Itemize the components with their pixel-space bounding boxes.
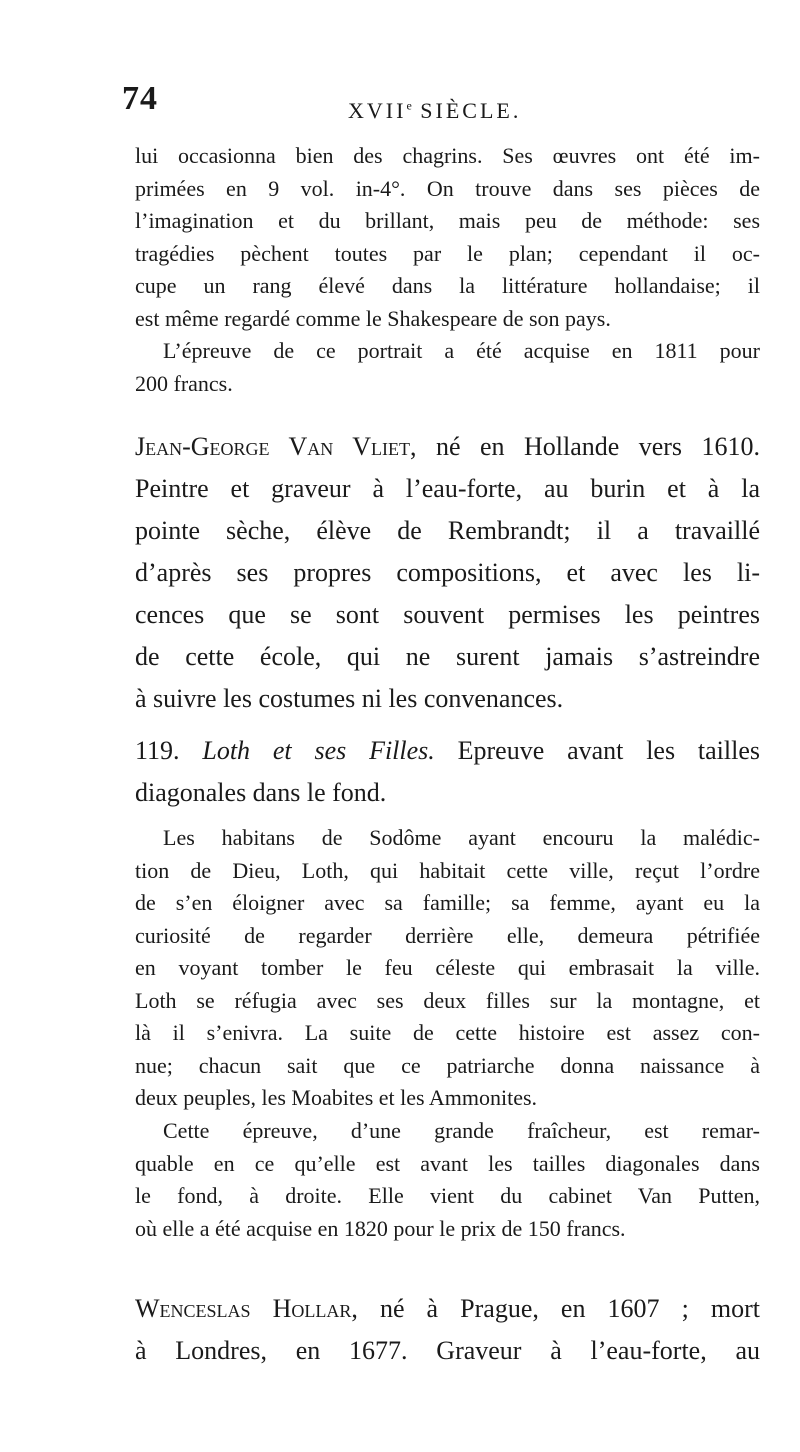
text-line: lui occasionna bien des chagrins. Ses œuvres ont été im- <box>135 143 760 168</box>
paragraph-portrait-acquisition <box>135 335 760 400</box>
century-roman: XVII <box>348 98 407 123</box>
text-line: nue; chacun sait que ce patriarche donna naissance à <box>135 1052 760 1078</box>
text-line: 200 francs. <box>135 370 233 396</box>
entry-number: 119. <box>135 736 180 765</box>
catalogue-entry-119 <box>135 730 760 814</box>
text-line: où elle a été acquise en 1820 pour le prix de 150 francs. <box>135 1215 626 1241</box>
text-line: pointe sèche, élève de Rembrandt; il a travaillé <box>135 516 760 545</box>
entry-state: Epreuve avant les tailles <box>434 736 760 765</box>
century-word: SIÈCLE. <box>420 98 522 123</box>
text-line: Loth se réfugia avec ses deux filles sur la montagne, et <box>135 987 760 1013</box>
text-line: cences que se sont souvent permises les peintres <box>135 600 760 629</box>
artist-birth: né en Hollande vers 1610. <box>416 432 761 461</box>
entry-heading-line <box>135 730 760 772</box>
paragraph-biography-end <box>135 140 760 335</box>
paragraph-impression-provenance <box>135 1115 760 1245</box>
text-line: est même regardé comme le Shakespeare de son pays. <box>135 305 611 331</box>
text-line: d’après ses propres compositions, et avec les li- <box>135 558 760 587</box>
artist-name: Jean-George Van Vliet, <box>135 432 417 461</box>
text-line: le fond, à droite. Elle vient du cabinet Van Putten, <box>135 1183 760 1208</box>
text-line: en voyant tomber le feu céleste qui embrasait la ville. <box>135 955 760 980</box>
century-superscript: e <box>406 98 412 113</box>
text-line: de s’en éloigner avec sa famille; sa femme, ayant eu la <box>135 890 760 915</box>
text-line: diagonales dans le fond. <box>135 778 387 807</box>
text-line: là il s’enivra. La suite de cette histoire est assez con- <box>135 1020 760 1045</box>
running-head <box>348 98 521 124</box>
text-line: curiosité de regarder derrière elle, demeura pétrifiée <box>135 922 760 948</box>
text-line: à Londres, en 1677. Graveur à l’eau-forte, au <box>135 1336 760 1365</box>
entry-title: Loth et ses Filles. <box>202 736 435 765</box>
text-line: l’imagination et du brillant, mais peu de méthode: ses <box>135 208 760 233</box>
page-header <box>122 80 742 132</box>
text-line: deux peuples, les Moabites et les Ammonites. <box>135 1085 538 1110</box>
artist-heading-line <box>135 1288 760 1330</box>
text-line: tragédies pèchent toutes par le plan; cependant il oc- <box>135 240 760 266</box>
artist-name: Wenceslas Hollar, <box>135 1294 358 1323</box>
text-line: L’épreuve de ce portrait a été acquise en 1811 pour <box>163 338 760 363</box>
text-line: de cette école, qui ne surent jamais s’astreindre <box>135 642 760 671</box>
artist-entry-van-vliet <box>135 426 760 720</box>
artist-entry-hollar <box>135 1288 760 1372</box>
text-line: quable en ce qu’elle est avant les tailles diagonales dans <box>135 1150 760 1176</box>
text-line: tion de Dieu, Loth, qui habitait cette ville, reçut l’ordre <box>135 857 760 883</box>
text-line: Les habitans de Sodôme ayant encouru la malédic- <box>163 825 760 850</box>
text-line: Cette épreuve, d’une grande fraîcheur, est remar- <box>163 1118 760 1143</box>
artist-birth: né à Prague, en 1607 ; mort <box>357 1294 760 1323</box>
page-number: 74 <box>122 80 158 117</box>
text-line: cupe un rang élevé dans la littérature hollandaise; il <box>135 273 760 298</box>
text-line: à suivre les costumes ni les convenances. <box>135 684 564 713</box>
text-line: Peintre et graveur à l’eau-forte, au burin et à la <box>135 474 760 503</box>
text-line: primées en 9 vol. in-4°. On trouve dans ses pièces de <box>135 175 760 201</box>
artist-heading-line <box>135 426 760 468</box>
paragraph-subject-description <box>135 822 760 1115</box>
